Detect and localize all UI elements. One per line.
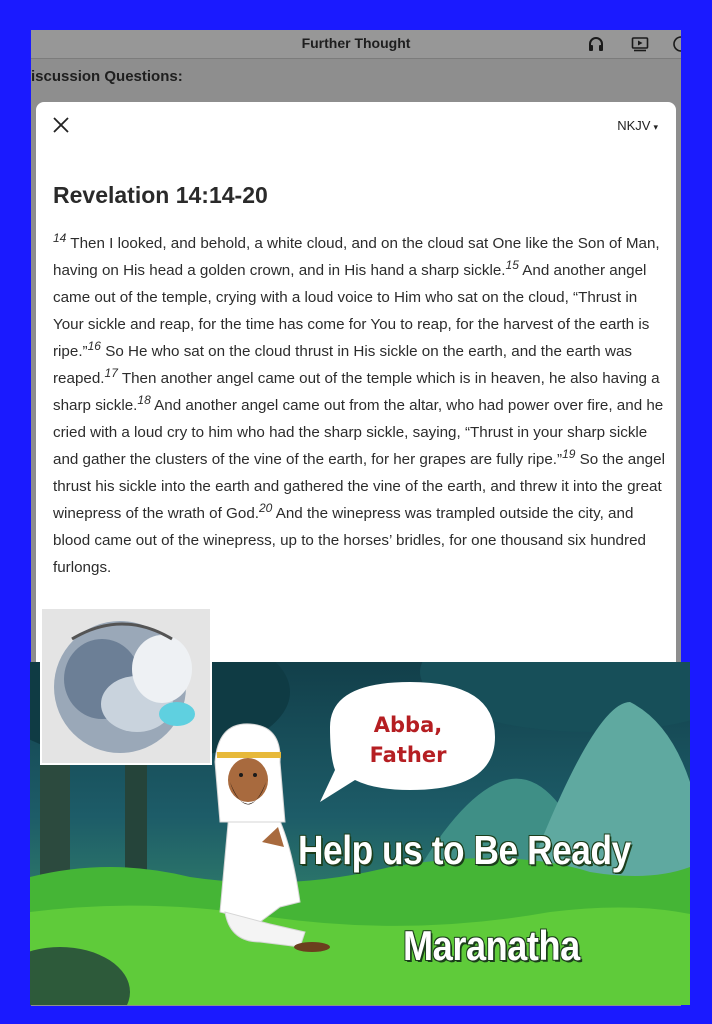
headphones-icon[interactable] xyxy=(587,35,605,53)
video-icon[interactable] xyxy=(631,35,649,53)
verse-number: 19 xyxy=(562,446,576,461)
bubble-line-2: Father xyxy=(369,743,447,767)
verse-text: So He who sat on the cloud thrust in His sickle on the earth, and the earth was reaped. xyxy=(53,343,632,387)
verse-number: 17 xyxy=(104,365,118,380)
banner-headline: Help us to Be Ready xyxy=(298,827,631,873)
verse-number: 18 xyxy=(137,392,151,407)
verse-text: Then I looked, and behold, a white cloud, and on the cloud sat One like the Son of Man, having on His head a golden crown, and in His hand a sharp sickle. xyxy=(53,235,660,279)
version-label: NKJV xyxy=(617,118,651,133)
verse-number: 20 xyxy=(258,500,273,515)
cloud-image xyxy=(42,609,210,763)
verse-number: 15 xyxy=(505,257,519,272)
passage-title: Revelation 14:14-20 xyxy=(53,182,268,208)
verse-text: And another angel came out from the altar, who had power over fire, and he cried with a loud cry to him who had the sharp sickle, saying, “Thrust in your sharp sickle and gather the clusters of the vine of the earth, for her grapes are fully ripe.” xyxy=(53,397,664,468)
top-bar xyxy=(31,30,681,59)
verse-number: 16 xyxy=(87,338,101,353)
passage-text xyxy=(53,230,665,581)
version-selector[interactable] xyxy=(617,118,658,133)
section-heading: iscussion Questions: xyxy=(31,68,183,85)
cloud-thumbnail xyxy=(40,607,212,765)
info-icon[interactable] xyxy=(672,35,681,53)
verse-text: And the winepress was trampled outside the city, and blood came out of the winepress, up to the horses’ bridles, for one thousand six hundred furlongs. xyxy=(53,505,646,576)
speech-bubble xyxy=(320,682,495,802)
banner-subline: Maranatha xyxy=(403,922,580,969)
close-icon[interactable] xyxy=(50,114,72,136)
verse-text: Then another angel came out of the temple which is in heaven, he also having a sharp sickle. xyxy=(53,370,660,414)
chevron-down-icon: ▾ xyxy=(653,122,658,132)
verse-number: 14 xyxy=(53,230,67,245)
verse-text: And another angel came out of the temple, crying with a loud voice to Him who sat on the cloud, “Thrust in Your sickle and reap, for the time has come for You to reap, for the harvest of the earth is ripe.” xyxy=(53,262,650,360)
verse-text: So the angel thrust his sickle into the earth and gathered the vine of the earth, and threw it into the great winepress of the wrath of God. xyxy=(53,451,665,522)
app-title: Further Thought xyxy=(301,35,411,51)
bubble-line-1: Abba, xyxy=(373,713,443,737)
